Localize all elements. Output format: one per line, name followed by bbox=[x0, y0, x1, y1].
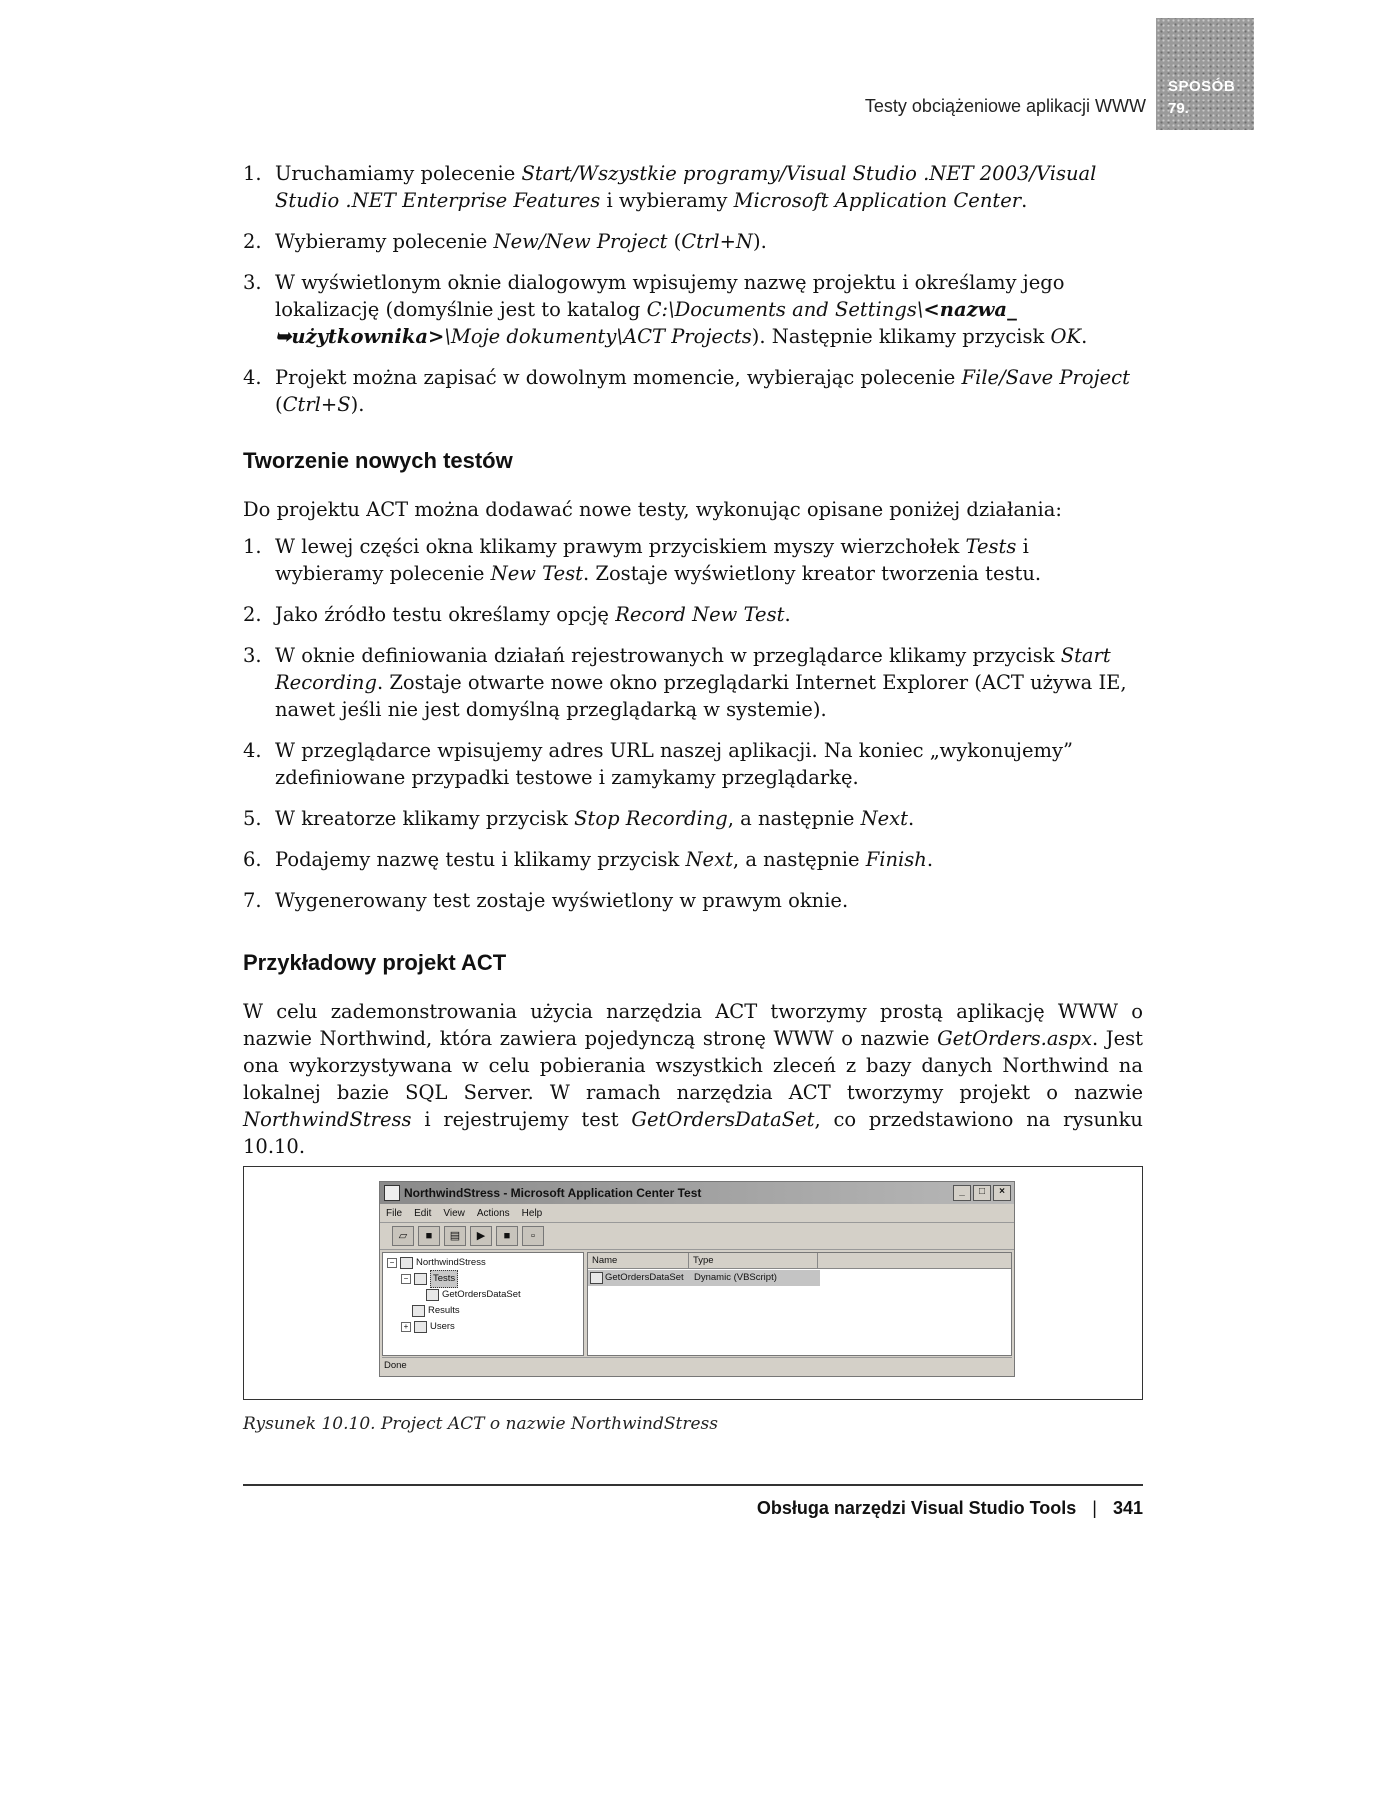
italic-term: Finish bbox=[865, 848, 927, 871]
sposob-number: 79. bbox=[1168, 100, 1189, 117]
italic-term: GetOrdersDataSet bbox=[631, 1108, 815, 1131]
row-type: Dynamic (VBScript) bbox=[694, 1272, 777, 1283]
test-icon bbox=[426, 1289, 439, 1301]
expand-icon: + bbox=[401, 1322, 411, 1332]
app-window-screenshot bbox=[379, 1181, 1015, 1377]
toolbar bbox=[380, 1223, 1014, 1250]
list-item bbox=[588, 1270, 820, 1286]
list-item bbox=[243, 601, 1143, 628]
window-title: NorthwindStress - Microsoft Application Center Test bbox=[404, 1186, 702, 1200]
tree-node-label: Results bbox=[428, 1305, 460, 1316]
page-footer bbox=[757, 1498, 1143, 1519]
minimize-icon: _ bbox=[953, 1185, 971, 1201]
italic-term: Next bbox=[685, 848, 733, 871]
window-titlebar bbox=[380, 1182, 1014, 1204]
status-bar: Done bbox=[382, 1357, 1012, 1374]
list-item bbox=[243, 737, 1143, 791]
figure-caption: Rysunek 10.10. Project ACT o nazwie NorthwindStress bbox=[243, 1414, 718, 1434]
menu-item-help: Help bbox=[521, 1207, 543, 1219]
list-number: 4. bbox=[243, 739, 262, 762]
section-example-project bbox=[243, 950, 1143, 1160]
properties-icon: ▤ bbox=[444, 1226, 466, 1246]
italic-term: Start Recording bbox=[275, 644, 1111, 694]
list-item bbox=[243, 533, 1143, 587]
list-number: 2. bbox=[243, 230, 262, 253]
figure-frame bbox=[243, 1166, 1143, 1400]
project-icon bbox=[400, 1257, 413, 1269]
tree-node-label: GetOrdersDataSet bbox=[442, 1289, 521, 1300]
list-item bbox=[243, 805, 1143, 832]
menu-item-actions: Actions bbox=[476, 1207, 510, 1219]
tree-node bbox=[387, 1319, 579, 1335]
list-item bbox=[243, 846, 1143, 873]
results-icon bbox=[412, 1305, 425, 1317]
new-icon: ▫ bbox=[522, 1226, 544, 1246]
list-text: Uruchamiamy polecenie Start/Wszystkie programy/Visual Studio .NET 2003/Visual Studio .NET Enterprise Features i wybieramy Microsoft Application Center. bbox=[275, 162, 1097, 212]
list-item bbox=[243, 228, 1143, 255]
menu-bar bbox=[380, 1204, 1014, 1223]
users-icon bbox=[414, 1321, 427, 1333]
page-number: 341 bbox=[1112, 1498, 1143, 1518]
window-buttons bbox=[953, 1185, 1014, 1201]
italic-term: New/New Project bbox=[493, 230, 668, 253]
list-text: Wygenerowany test zostaje wyświetlony w prawym oknie. bbox=[275, 889, 849, 912]
save-icon: ■ bbox=[418, 1226, 440, 1246]
italic-term: NorthwindStress bbox=[243, 1108, 412, 1131]
tree-pane bbox=[382, 1252, 584, 1356]
list-text: W kreatorze klikamy przycisk Stop Recording, a następnie Next. bbox=[275, 807, 915, 830]
collapse-icon: − bbox=[401, 1274, 411, 1284]
steps-list-1 bbox=[243, 160, 1143, 418]
section-new-tests bbox=[243, 448, 1143, 928]
row-name: GetOrdersDataSet bbox=[605, 1272, 684, 1283]
open-icon: ▱ bbox=[392, 1226, 414, 1246]
placeholder-term: <nazwa_ bbox=[923, 298, 1017, 321]
column-header-name: Name bbox=[588, 1253, 689, 1268]
italic-term: \Moje dokumenty\ACT Projects bbox=[444, 325, 752, 348]
list-number: 1. bbox=[243, 162, 262, 185]
window-panes bbox=[382, 1252, 1012, 1356]
italic-term: Stop Recording bbox=[574, 807, 728, 830]
sposob-tab bbox=[1156, 18, 1254, 130]
list-number: 3. bbox=[243, 271, 262, 294]
tree-connector-icon bbox=[415, 1291, 423, 1299]
tests-folder-icon bbox=[414, 1273, 427, 1285]
tree-node-label: Tests bbox=[430, 1270, 458, 1288]
list-item bbox=[243, 887, 1143, 914]
collapse-icon: − bbox=[387, 1258, 397, 1268]
steps-list-2 bbox=[243, 533, 1143, 914]
italic-term: GetOrders.aspx bbox=[937, 1027, 1092, 1050]
list-text: W przeglądarce wpisujemy adres URL naszej aplikacji. Na koniec „wykonujemy” zdefiniowane przypadki testowe i zamykamy przeglądarkę. bbox=[275, 739, 1073, 789]
italic-term: Ctrl+N bbox=[681, 230, 753, 253]
list-number: 3. bbox=[243, 644, 262, 667]
italic-term: New Test bbox=[490, 562, 583, 585]
section-heading: Tworzenie nowych testów bbox=[243, 448, 513, 473]
list-text: W lewej części okna klikamy prawym przyciskiem myszy wierzchołek Tests i wybieramy polecenie New Test. Zostaje wyświetlony kreator tworzenia testu. bbox=[275, 535, 1042, 585]
italic-term: Ctrl+S bbox=[282, 393, 351, 416]
footer-title: Obsługa narzędzi Visual Studio Tools bbox=[756, 1498, 1077, 1518]
italic-term: Tests bbox=[965, 535, 1017, 558]
list-number: 2. bbox=[243, 603, 262, 626]
run-icon: ▶ bbox=[470, 1226, 492, 1246]
list-header bbox=[588, 1253, 1011, 1269]
italic-term: Record New Test bbox=[615, 603, 785, 626]
italic-term: Microsoft Application Center bbox=[733, 189, 1022, 212]
maximize-icon: □ bbox=[973, 1185, 991, 1201]
tree-node bbox=[387, 1255, 579, 1271]
menu-item-edit: Edit bbox=[414, 1207, 432, 1219]
list-text: Projekt można zapisać w dowolnym momencie, wybierając polecenie File/Save Project (Ctrl+S). bbox=[275, 366, 1130, 416]
section-paragraph: W celu zademonstrowania użycia narzędzia ACT tworzymy prostą aplikację WWW o nazwie Northwind, która zawiera pojedynczą stronę WWW o nazwie GetOrders.aspx. Jest ona wykorzystywana w celu pobierania wszystkich zleceń z bazy danych Northwind na lokalnej bazie SQL Server. W ramach narzędzia ACT tworzymy projekt o nazwie NorthwindStress i rejestrujemy test GetOrdersDataSet, co przedstawiono na rysunku 10.10. bbox=[243, 1000, 1143, 1158]
list-item bbox=[243, 269, 1143, 350]
italic-term: C:\Documents and Settings\ bbox=[646, 298, 924, 321]
list-number: 5. bbox=[243, 807, 262, 830]
tree-node-label: Users bbox=[430, 1321, 455, 1332]
tree-node bbox=[387, 1303, 579, 1319]
italic-term: Start/Wszystkie programy/Visual Studio .NET 2003/Visual Studio .NET Enterprise Features bbox=[275, 162, 1097, 212]
stop-icon: ■ bbox=[496, 1226, 518, 1246]
test-icon bbox=[590, 1272, 603, 1284]
tree-node-label: NorthwindStress bbox=[416, 1257, 486, 1268]
placeholder-term: ➥użytkownika> bbox=[275, 325, 445, 348]
list-text: Jako źródło testu określamy opcję Record New Test. bbox=[275, 603, 791, 626]
sposob-label: SPOSÓB bbox=[1168, 78, 1236, 95]
italic-term: OK bbox=[1050, 325, 1082, 348]
app-icon bbox=[384, 1185, 400, 1201]
tree-connector-icon bbox=[401, 1307, 409, 1315]
menu-item-file: File bbox=[386, 1207, 403, 1219]
footer-separator: | bbox=[1092, 1498, 1097, 1518]
list-pane bbox=[587, 1252, 1012, 1356]
section-intro: Do projektu ACT można dodawać nowe testy, wykonując opisane poniżej działania: bbox=[243, 498, 1062, 521]
running-head: Testy obciążeniowe aplikacji WWW bbox=[864, 96, 1146, 116]
tree-node bbox=[387, 1287, 579, 1303]
section-heading: Przykładowy projekt ACT bbox=[243, 950, 507, 975]
list-number: 6. bbox=[243, 848, 262, 871]
list-item bbox=[243, 642, 1143, 723]
italic-term: File/Save Project bbox=[961, 366, 1130, 389]
list-text: Podajemy nazwę testu i klikamy przycisk Next, a następnie Finish. bbox=[275, 848, 934, 871]
list-item bbox=[243, 160, 1143, 214]
footer-rule bbox=[243, 1484, 1143, 1486]
list-number: 1. bbox=[243, 535, 262, 558]
list-item bbox=[243, 364, 1143, 418]
italic-term: Next bbox=[860, 807, 909, 830]
steps-list-1-container bbox=[243, 160, 1143, 432]
list-number: 4. bbox=[243, 366, 262, 389]
list-text: W wyświetlonym oknie dialogowym wpisujemy nazwę projektu i określamy jego lokalizację (domyślnie jest to katalog C:\Documents and Settings\<nazwa_ ➥użytkownika>\Moje dokumenty\ACT Projects). Następnie klikamy przycisk OK. bbox=[275, 271, 1088, 348]
tree-node bbox=[387, 1271, 579, 1287]
menu-item-view: View bbox=[443, 1207, 465, 1219]
list-number: 7. bbox=[243, 889, 262, 912]
list-text: Wybieramy polecenie New/New Project (Ctrl+N). bbox=[275, 230, 767, 253]
close-icon: × bbox=[993, 1185, 1011, 1201]
column-header-type: Type bbox=[689, 1253, 818, 1268]
list-text: W oknie definiowania działań rejestrowanych w przeglądarce klikamy przycisk Start Recording. Zostaje otwarte nowe okno przeglądarki Internet Explorer (ACT używa IE, nawet jeśli nie jest domyślną przeglądarką w systemie). bbox=[275, 644, 1127, 721]
